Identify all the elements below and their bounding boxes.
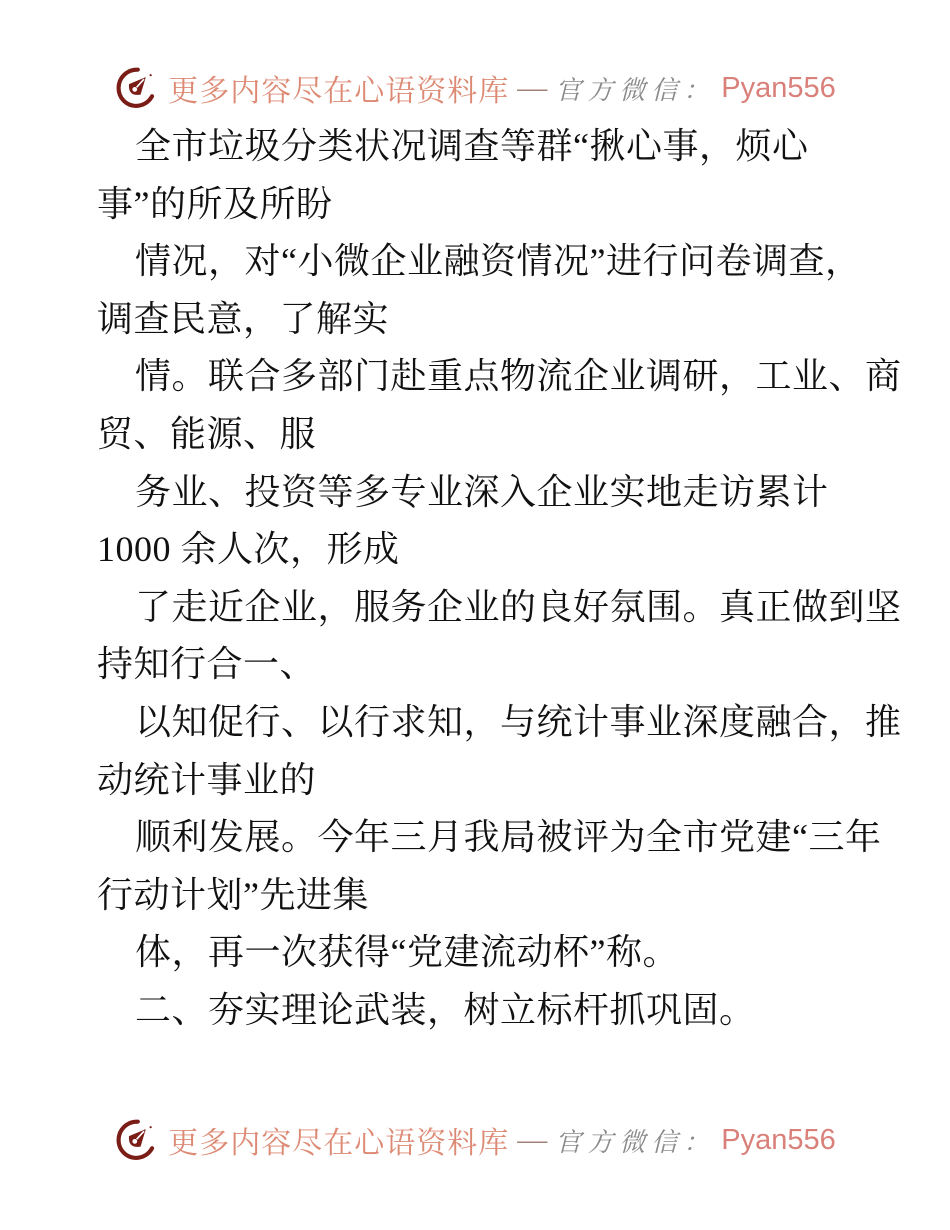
text-line: 贸、能源、服 — [97, 413, 317, 454]
pen-nib-swirl-icon — [114, 66, 158, 110]
text-line: 调查民意，了解实 — [97, 298, 390, 339]
footer-banner — [0, 1116, 950, 1164]
wechat-id: Pyan556 — [721, 1123, 836, 1156]
text-line: 务业、投资等多专业深入企业实地走访累计 — [135, 471, 829, 512]
text-line: 了走近企业，服务企业的良好氛围。真正做到坚 — [135, 586, 902, 627]
text-line: 动统计事业的 — [97, 759, 317, 800]
brand-text: 更多内容尽在心语资料库 — [168, 75, 510, 108]
text-line: 顺利发展。今年三月我局被评为全市党建“三年 — [135, 817, 882, 858]
wechat-label: 官方微信： — [555, 1127, 716, 1157]
text-line: 行动计划”先进集 — [97, 874, 369, 915]
separator-dash: — — [517, 71, 548, 104]
text-line: 事”的所及所盼 — [97, 183, 333, 224]
text-line: 全市垃圾分类状况调查等群“揪心事，烦心 — [135, 126, 809, 166]
text-line: 体，再一次获得“党建流动杯”称。 — [135, 932, 679, 973]
brand-text: 更多内容尽在心语资料库 — [168, 1127, 510, 1160]
text-line: 1000 余人次，形成 — [97, 529, 400, 570]
text-line: 情况，对“小微企业融资情况”进行问卷调查， — [135, 241, 862, 282]
separator-dash: — — [517, 1123, 548, 1156]
wechat-label: 官方微信： — [555, 75, 716, 105]
text-line: 持知行合一、 — [97, 644, 317, 685]
wechat-id: Pyan556 — [721, 71, 836, 104]
pen-nib-swirl-icon — [114, 1118, 158, 1162]
text-line: 以知促行、以行求知，与统计事业深度融合，推 — [135, 701, 902, 742]
text-line: 二、夯实理论武装，树立标杆抓巩固。 — [135, 989, 756, 1030]
text-line: 情。联合多部门赴重点物流企业调研，工业、商 — [135, 356, 902, 397]
document-body — [97, 118, 902, 1040]
header-banner — [0, 64, 950, 112]
